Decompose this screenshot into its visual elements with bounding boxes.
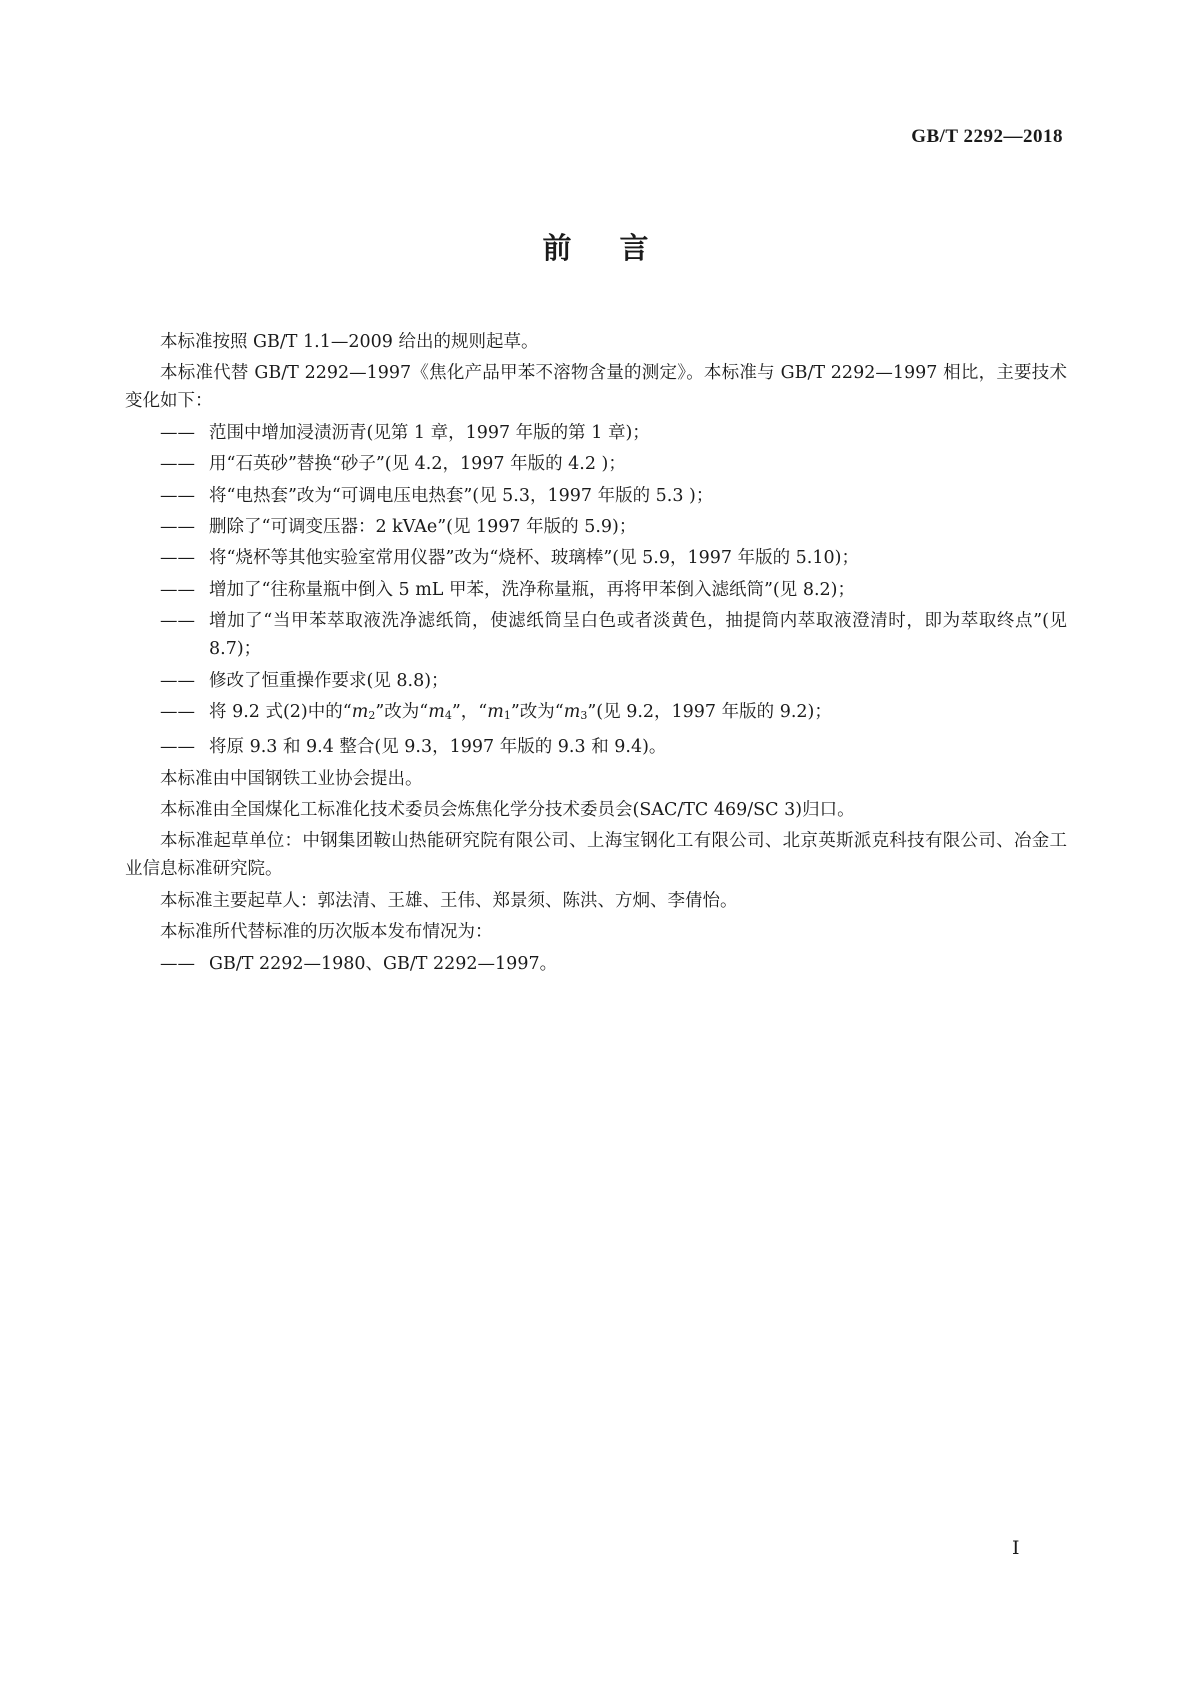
list-dash: ——: [160, 454, 195, 475]
list-dash: ——: [160, 516, 195, 537]
list-dash: ——: [160, 548, 195, 569]
paragraph-proposer: 本标准由中国钢铁工业协会提出。: [160, 768, 423, 789]
list-item: —— 将“烧杯等其他实验室常用仪器”改为“烧杯、玻璃棒”(见 5.9，1997 年版的 5.10)；: [125, 544, 1067, 572]
symbol-m: m: [428, 701, 445, 722]
document-body: [125, 328, 1067, 981]
page-title: 前言: [542, 231, 697, 265]
paragraph-version-history: 本标准所代替标准的历次版本发布情况为：: [160, 922, 493, 943]
list-item: —— 删除了“可调变压器：2 kVAe”(见 1997 年版的 5.9)；: [125, 513, 1067, 541]
list-dash: ——: [160, 611, 195, 632]
technical-changes-list: [125, 419, 1067, 762]
list-dash: ——: [160, 670, 195, 691]
paragraph-replacement-note: 本标准代替 GB/T 2292—1997《焦化产品甲苯不溶物含量的测定》。本标准与 GB/T 2292—1997 相比，主要技术变化如下：: [125, 363, 1067, 412]
list-item: —— 用“石英砂”替换“砂子”(见 4.2，1997 年版的 4.2 )；: [125, 450, 1067, 478]
symbol-m: m: [487, 701, 504, 722]
paragraph-drafting-rules: 本标准按照 GB/T 1.1—2009 给出的规则起草。: [160, 332, 539, 352]
standard-code: GB/T 2292—2018: [911, 126, 1063, 147]
list-dash: ——: [160, 485, 195, 506]
list-item: —— 增加了“当甲苯萃取液洗净滤纸筒，使滤纸筒呈白色或者淡黄色，抽提筒内萃取液澄清时，即为萃取终点”(见 8.7)；: [125, 607, 1067, 663]
list-item: —— 将“电热套”改为“可调电压电热套”(见 5.3，1997 年版的 5.3 )；: [125, 482, 1067, 510]
list-dash: ——: [160, 579, 195, 600]
paragraph-committee: 本标准由全国煤化工标准化技术委员会炼焦化学分技术委员会(SAC/TC 469/SC 3)归口。: [160, 800, 855, 821]
paragraph-drafters: 本标准主要起草人：郭法清、王雄、王伟、郑景须、陈洪、方炯、李倩怡。: [160, 890, 738, 911]
list-item: —— 将原 9.3 和 9.4 整合(见 9.3，1997 年版的 9.3 和 9.4)。: [125, 733, 1067, 761]
page-number: I: [1012, 1537, 1020, 1559]
list-item: —— 修改了恒重操作要求(见 8.8)；: [125, 667, 1067, 695]
symbol-m: m: [563, 701, 581, 722]
list-dash: ——: [160, 953, 195, 974]
list-item: —— 范围中增加浸渍沥青(见第 1 章，1997 年版的第 1 章)；: [125, 419, 1067, 447]
list-dash: ——: [160, 701, 195, 722]
list-item-history: —— GB/T 2292—1980、GB/T 2292—1997。: [125, 950, 1067, 978]
list-item: —— 增加了“往称量瓶中倒入 5 mL 甲苯，洗净称量瓶，再将甲苯倒入滤纸筒”(见 8.2)；: [125, 576, 1067, 604]
list-dash: ——: [160, 737, 195, 758]
symbol-m: m: [351, 701, 369, 722]
list-dash: ——: [160, 422, 195, 443]
list-item-formula: —— 将 9.2 式(2)中的“m2”改为“m4”，“m1”改为“m3”(见 9.2，1997 年版的 9.2)；: [125, 698, 1067, 730]
paragraph-drafting-units: 本标准起草单位：中钢集团鞍山热能研究院有限公司、上海宝钢化工有限公司、北京英斯派克科技有限公司、冶金工业信息标准研究院。: [125, 831, 1067, 880]
